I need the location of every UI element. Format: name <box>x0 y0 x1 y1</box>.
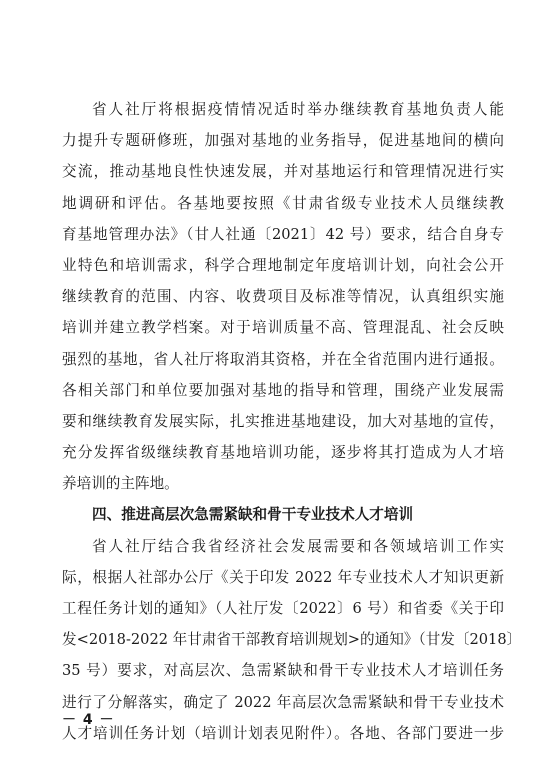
paragraph-1-line-6: 业特色和培训需求，科学合理地制定年度培训计划，向社会公开 <box>62 256 504 274</box>
paragraph-1-line-12: 充分发挥省级继续教育基地培训功能，逐步将其打造成为人才培 <box>62 444 504 462</box>
paragraph-1-line-5: 育基地管理办法》（甘人社通〔2021〕42 号）要求，结合自身专 <box>62 225 504 243</box>
paragraph-2-line-5: 35 号）要求，对高层次、急需紧缺和骨干专业技术人才培训任务 <box>62 662 504 680</box>
paragraph-1-line-11: 要和继续教育发展实际，扎实推进基地建设，加大对基地的宣传， <box>62 412 504 430</box>
paragraph-1-line-1: 省人社厅将根据疫情情况适时举办继续教育基地负责人能 <box>92 101 504 118</box>
paragraph-1-line-4: 地调研和评估。各基地要按照《甘肃省级专业技术人员继续教 <box>62 194 504 212</box>
paragraph-1-line-3: 交流，推动基地良性快速发展，并对基地运行和管理情况进行实 <box>62 163 504 181</box>
paragraph-2-line-3: 工程任务计划的通知》（人社厅发〔2022〕6 号）和省委《关于印 <box>62 600 504 617</box>
paragraph-1-line-10: 各相关部门和单位要加强对基地的指导和管理，围绕产业发展需 <box>62 381 504 399</box>
paragraph-1-line-2: 力提升专题研修班，加强对基地的业务指导，促进基地间的横向 <box>62 132 504 150</box>
page-number: － 4 － <box>62 712 115 728</box>
paragraph-2-line-4: 发<2018-2022 年甘肃省干部教育培训规划>的通知》（甘发〔2018〕 <box>62 631 522 649</box>
paragraph-2-line-2: 际，根据人社部办公厅《关于印发 2022 年专业技术人才知识更新 <box>62 568 504 586</box>
paragraph-2-line-1: 省人社厅结合我省经济社会发展需要和各领域培训工作实 <box>92 537 504 555</box>
paragraph-1-line-13: 养培训的主阵地。 <box>62 475 179 493</box>
paragraph-1-line-9: 强烈的基地，省人社厅将取消其资格，并在全省范围内进行通报。 <box>62 350 504 368</box>
paragraph-1-line-8: 培训并建立教学档案。对于培训质量不高、管理混乱、社会反映 <box>62 319 504 337</box>
paragraph-1-line-7: 继续教育的范围、内容、收费项目及标准等情况，认真组织实施 <box>62 288 504 306</box>
paragraph-2-line-6: 进行了分解落实，确定了 2022 年高层次急需紧缺和骨干专业技术 <box>62 693 504 711</box>
section-heading: 四、推进高层次急需紧缺和骨干专业技术人才培训 <box>92 506 414 524</box>
body-text <box>62 94 522 749</box>
paragraph-2-line-7: 人才培训任务计划（培训计划表见附件）。各地、各部门要进一步 <box>62 724 504 742</box>
